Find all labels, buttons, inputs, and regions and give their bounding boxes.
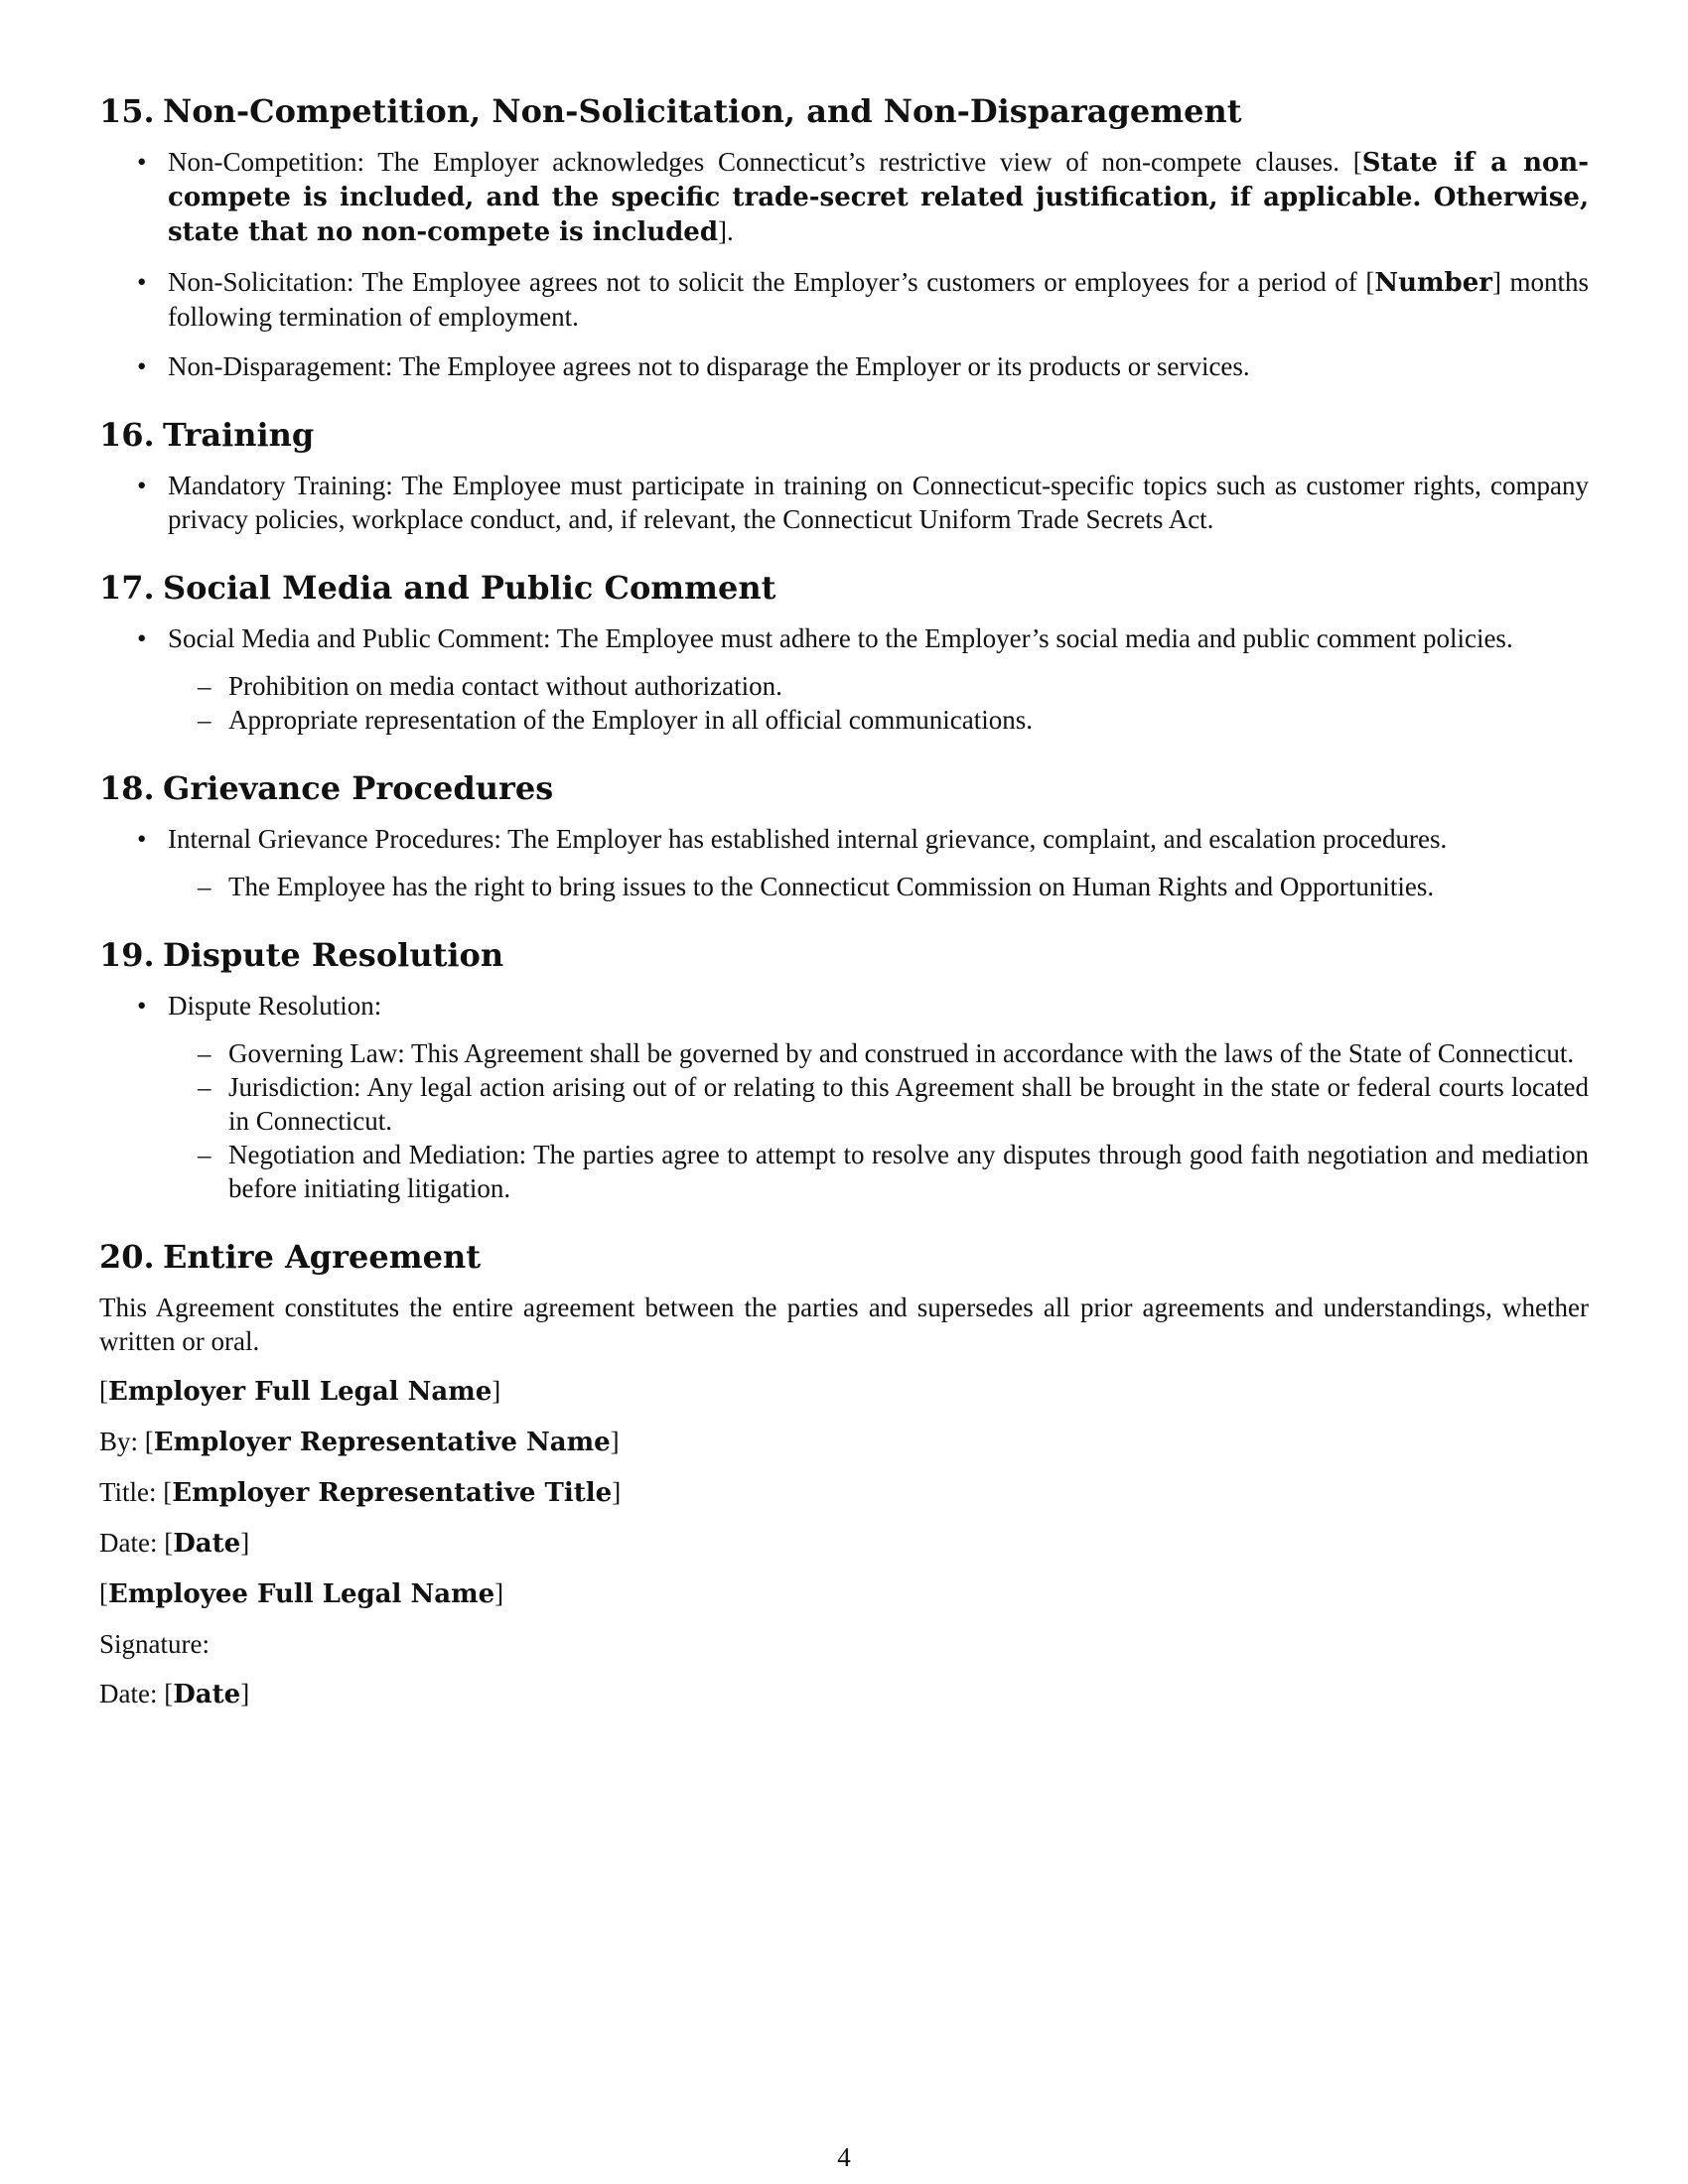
list-item xyxy=(99,349,1589,383)
list-item: • Non-Solicitation: The Employee agrees not to solicit the Employer’s customers or employees for a period of [Number] months following termination of employment. xyxy=(137,267,1589,332)
section-number: 20. xyxy=(99,1238,155,1276)
dash-icon: – xyxy=(198,1038,211,1068)
sub-list-item xyxy=(168,1070,1589,1138)
by-label: By: xyxy=(99,1427,139,1456)
employee-name-line: [Employee Full Legal Name] xyxy=(99,1578,504,1609)
employer-name: Employer Full Legal Name xyxy=(108,1377,492,1407)
sub-item-text: Governing Law: This Agreement shall be governed by and construed in accordance with the laws of the State of Connecticut. xyxy=(228,1038,1575,1068)
bullet-icon: • xyxy=(137,351,147,381)
sub-list xyxy=(168,870,1589,903)
bullet-list xyxy=(99,621,1589,737)
section-number: 16. xyxy=(99,416,155,454)
dash-icon: – xyxy=(198,671,211,701)
employer-date-line: Date: [Date] xyxy=(99,1528,250,1559)
sub-list-item xyxy=(168,1036,1589,1070)
section-17 xyxy=(99,568,1589,737)
by-value: Employer Representative Name xyxy=(153,1428,611,1457)
item-text: Dispute Resolution: xyxy=(168,991,382,1021)
bullet-icon: • xyxy=(137,623,147,653)
section-16 xyxy=(99,415,1589,536)
section-title: Training xyxy=(163,416,315,454)
sub-item-text: Prohibition on media contact without authorization. xyxy=(228,671,782,701)
signature-line xyxy=(99,1627,1589,1661)
sub-item-text: Negotiation and Mediation: The parties agree to attempt to resolve any disputes through good faith negotiation and mediation before initiating litigation. xyxy=(228,1140,1589,1203)
section-title: Social Media and Public Comment xyxy=(163,569,776,607)
item-text: Non-Solicitation: The Employee agrees not to solicit the Employer’s customers or employees for a period of xyxy=(168,267,1357,297)
sub-item-text: The Employee has the right to bring issues to the Connecticut Commission on Human Rights and Opportunities. xyxy=(228,872,1435,901)
section-19 xyxy=(99,935,1589,1205)
section-18 xyxy=(99,768,1589,903)
employer-name-line: [Employer Full Legal Name] xyxy=(99,1376,501,1407)
sub-list-item xyxy=(168,669,1589,703)
sub-list-item xyxy=(168,870,1589,903)
list-item: • Non-Competition: The Employer acknowledges Connecticut’s restrictive view of non-compete clauses. [State if a non-compete is included, and the specific trade-secret related justification, if applicable. Otherwise, state that no non-compete is included]. xyxy=(137,147,1590,247)
sub-list xyxy=(168,1036,1589,1205)
title-label: Title: xyxy=(99,1477,157,1507)
item-text: Internal Grievance Procedures: The Employer has established internal grievance, complaint, and escalation procedures. xyxy=(168,824,1448,854)
item-text-after: . xyxy=(727,216,734,246)
section-title: Entire Agreement xyxy=(163,1238,481,1276)
page-number: 4 xyxy=(837,2142,851,2172)
bullet-icon: • xyxy=(137,824,147,854)
signature-label: Signature: xyxy=(99,1629,210,1659)
sub-item-text: Jurisdiction: Any legal action arising out of or relating to this Agreement shall be brought in the state or federal courts located in Connecticut. xyxy=(228,1072,1589,1136)
item-text: Mandatory Training: The Employee must participate in training on Connecticut-specific topics such as customer rights, company privacy policies, workplace conduct, and, if relevant, the Connecticut Uniform Trade Secrets Act. xyxy=(168,471,1589,534)
dash-icon: – xyxy=(198,1140,211,1169)
bullet-icon: • xyxy=(137,471,147,500)
employee-name: Employee Full Legal Name xyxy=(108,1579,495,1609)
section-heading xyxy=(99,568,1589,608)
date-label: Date: xyxy=(99,1679,158,1708)
section-heading xyxy=(99,935,1589,975)
by-line: By: [Employer Representative Name] xyxy=(99,1427,620,1457)
section-number: 19. xyxy=(99,936,155,974)
bullet-list xyxy=(99,145,1589,383)
list-item xyxy=(99,469,1589,536)
sub-list-item xyxy=(168,1138,1589,1205)
sub-item-text: Appropriate representation of the Employer in all official communications. xyxy=(228,705,1033,735)
section-heading xyxy=(99,91,1589,131)
placeholder-text: State if a non-compete is included, and the specific trade-secret related justification, if applicable. Otherwise, state that no non-compete is included xyxy=(168,148,1590,247)
bullet-list xyxy=(99,469,1589,536)
section-heading xyxy=(99,415,1589,455)
section-number: 17. xyxy=(99,569,155,607)
section-20 xyxy=(99,1237,1589,1711)
item-text-after: months following termination of employment. xyxy=(168,267,1589,332)
section-15 xyxy=(99,91,1589,383)
section-heading xyxy=(99,768,1589,808)
list-item xyxy=(99,822,1589,903)
employee-date-line: Date: [Date] xyxy=(99,1679,250,1709)
dash-icon: – xyxy=(198,872,211,901)
list-item xyxy=(99,621,1589,737)
sub-list-item xyxy=(168,703,1589,737)
date-label: Date: xyxy=(99,1528,158,1558)
section-number: 15. xyxy=(99,92,155,130)
dash-icon: – xyxy=(198,705,211,735)
document-page xyxy=(99,91,1589,1743)
bullet-list xyxy=(99,822,1589,903)
bullet-icon: • xyxy=(137,267,147,297)
section-number: 18. xyxy=(99,769,155,807)
sub-list xyxy=(168,669,1589,737)
item-text: Non-Competition: The Employer acknowledges Connecticut’s restrictive view of non-compete clauses. xyxy=(168,147,1339,177)
section-title: Dispute Resolution xyxy=(163,936,504,974)
bullet-list xyxy=(99,989,1589,1205)
placeholder-text: Number xyxy=(1374,268,1492,298)
title-value: Employer Representative Title xyxy=(172,1478,613,1508)
section-title: Non-Competition, Non-Solicitation, and Non-Disparagement xyxy=(163,92,1242,130)
title-line: Title: [Employer Representative Title] xyxy=(99,1477,622,1508)
date-value: Date xyxy=(173,1529,241,1559)
section-title: Grievance Procedures xyxy=(163,769,554,807)
bullet-icon: • xyxy=(137,147,147,177)
date-value: Date xyxy=(173,1680,241,1709)
item-text: Social Media and Public Comment: The Employee must adhere to the Employer’s social media and public comment policies. xyxy=(168,623,1513,653)
bullet-icon: • xyxy=(137,991,147,1021)
dash-icon: – xyxy=(198,1072,211,1102)
item-text: Non-Disparagement: The Employee agrees not to disparage the Employer or its products or services. xyxy=(168,351,1250,381)
list-item xyxy=(99,989,1589,1205)
section-heading xyxy=(99,1237,1589,1277)
section-paragraph: This Agreement constitutes the entire agreement between the parties and supersedes all prior agreements and understandings, whether written or oral. xyxy=(99,1293,1589,1356)
